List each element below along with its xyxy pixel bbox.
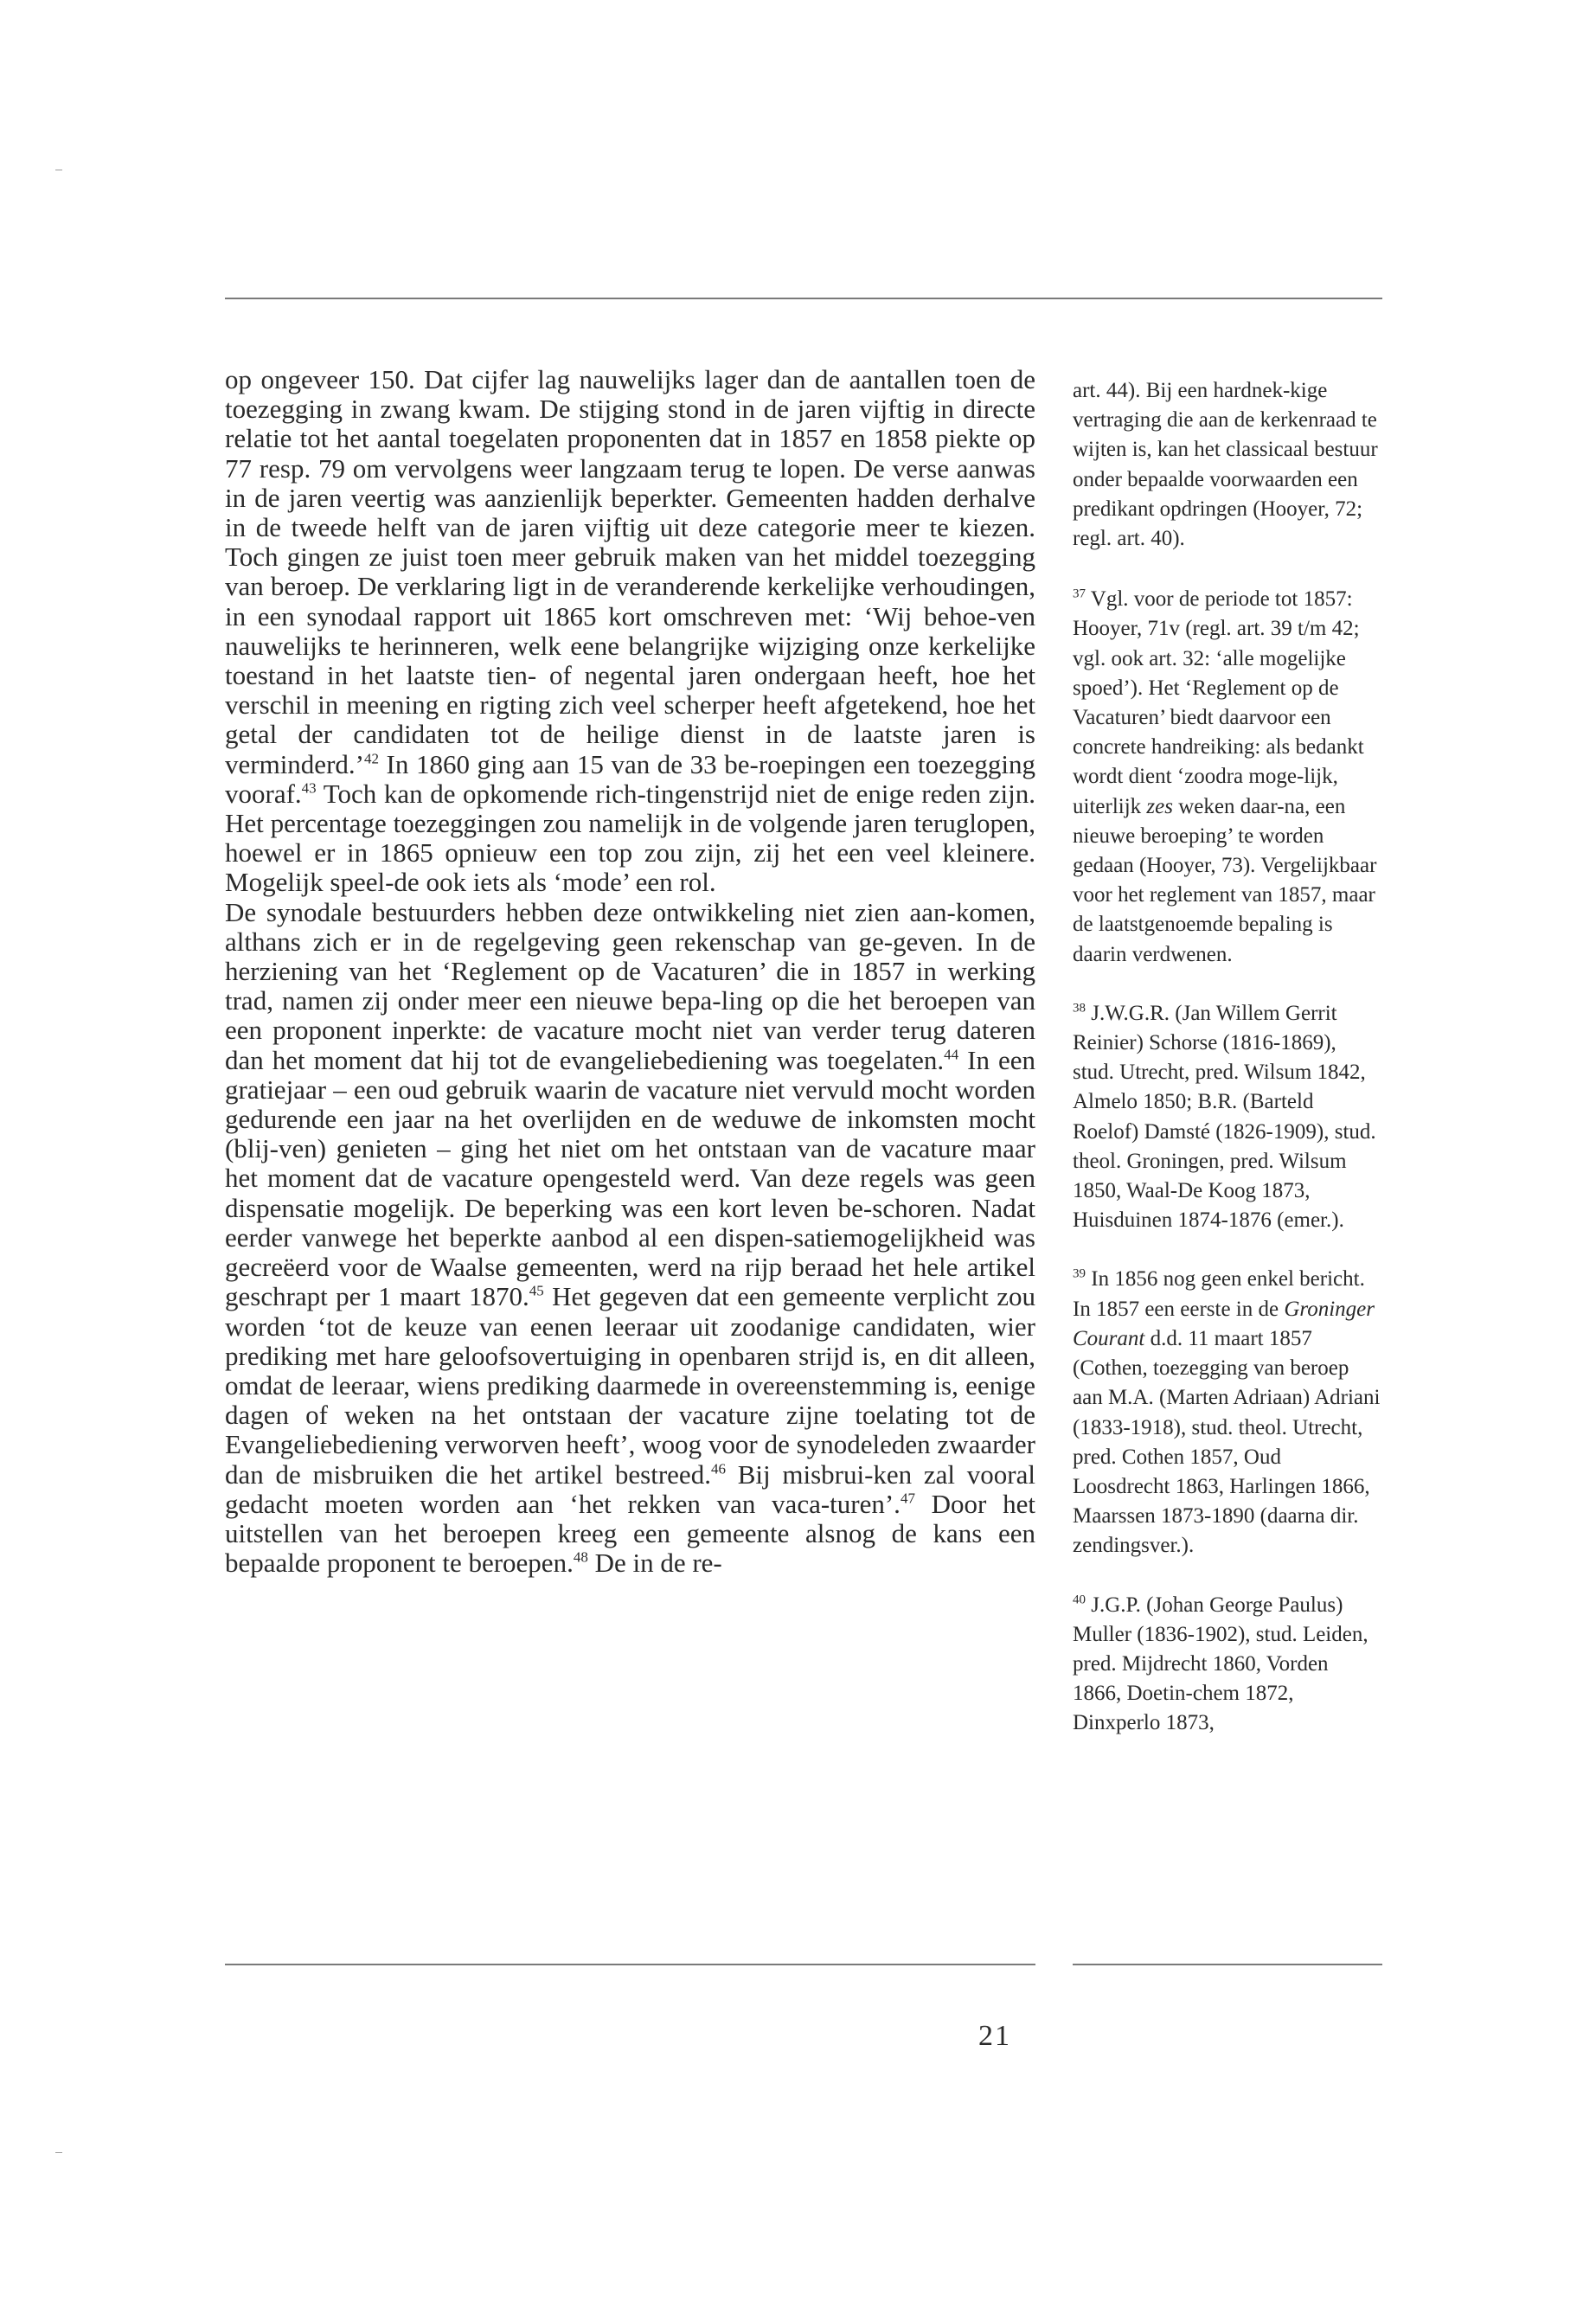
footnote-reference: 48 [573, 1548, 588, 1566]
footnote-number: 37 [1073, 586, 1086, 601]
text-run: In 1860 ging aan 15 van de 33 be-roepingen een toezegging vooraf. [225, 748, 1035, 809]
footnote [1073, 585, 1382, 970]
text-run: In een gratiejaar – een oud gebruik waarin de vacature niet vervuld mocht worden gedurende een jaar na het overlijden en de weduwe de inkomsten mocht (blij-ven) genieten – ging het niet om het ontstaan van de vacature maar het moment dat de vacature opengesteld werd. Van deze regels was geen dispensatie mogelijk. De beperking was een kort leven be-schoren. Nadat eerder vanwege het beperkte aanbod al een dispen-satiemogelijkheid was gecreëerd voor de Waalse gemeenten, werd na rijp beraad het hele artikel geschrapt per 1 maart 1870. [225, 1044, 1035, 1312]
footnote [1073, 999, 1382, 1236]
body-paragraph [225, 365, 1035, 898]
text-run: J.W.G.R. (Jan Willem Gerrit Reinier) Schorse (1816-1869), stud. Utrecht, pred. Wilsum 1842, Almelo 1850; B.R. (Barteld Roelof) Damsté (1826-1909), stud. theol. Groningen, pred. Wilsum 1850, Waal-De Koog 1873, Huisduinen 1874-1876 (emer.). [1073, 1001, 1376, 1233]
footnote-number: 38 [1073, 1001, 1086, 1016]
text-run: d.d. 11 maart 1857 (Cothen, toezegging van beroep aan M.A. (Marten Adriaan) Adriani (1833-1918), stud. theol. Utrecht, pred. Cothen 1857, Oud Loosdrecht 1863, Harlingen 1866, Maarssen 1873-1890 (daarna dir. zendingsver.). [1073, 1326, 1381, 1558]
text-run: Door het uitstellen van het beroepen kreeg een gemeente alsnog de kans een bepaalde proponent te beroepen. [225, 1488, 1035, 1579]
footer-rule-notes [1073, 1964, 1382, 1965]
text-run: Bij misbrui-ken zal vooral gedacht moeten worden aan ‘het rekken van vaca-turen’. [225, 1458, 1035, 1519]
text-run: Vgl. voor de periode tot 1857: Hooyer, 71v (regl. art. 39 t/m 42; vgl. ook art. 32: ‘alle mogelijke spoed’). Het ‘Reglement op de Vacaturen’ biedt daarvoor een concrete handreiking: als bedankt wordt dient ‘zoodra moge-lijk, uiterlijk [1073, 587, 1364, 818]
crop-mark-bottom-left [55, 2152, 62, 2153]
footnotes-column [1073, 376, 1382, 1768]
text-run: J.G.P. (Johan George Paulus) Muller (1836-1902), stud. Leiden, pred. Mijdrecht 1860, Vorden 1866, Doetin-chem 1872, Dinxperlo 1873, [1073, 1593, 1368, 1735]
footnote-reference: 43 [301, 779, 317, 797]
footnote [1073, 1265, 1382, 1561]
text-run: weken daar-na, een nieuwe beroeping’ te worden gedaan (Hooyer, 73). Vergelijkbaar voor het reglement van 1857, maar de laatstgenoemde bepaling is daarin verdwenen. [1073, 794, 1377, 966]
body-paragraph [225, 898, 1035, 1579]
footnote [1073, 376, 1382, 554]
text-run: art. 44). Bij een hardnek-kige vertraging die aan de kerkenraad te wijten is, kan het classicaal bestuur onder bepaalde voorwaarden een predikant opdringen (Hooyer, 72; regl. art. 40). [1073, 379, 1378, 551]
text-run: Het gegeven dat een gemeente verplicht zou worden ‘tot de keuze van eenen leeraar uit zoodanige candidaten, wier prediking met hare geloofsovertuiging in openbaren strijd is, en dit alleen, omdat de leeraar, wiens prediking daarmede in overeenstemming is, eenige dagen of weken na het ontstaan der vacature zijne toelating tot de Evangeliebediening verworven heeft’, woog voor de synodeleden zwaarder dan de misbruiken die het artikel bestreed. [225, 1281, 1035, 1490]
text-run: Toch kan de opkomende rich-tingenstrijd niet de enige reden zijn. Het percentage toezeggingen zou namelijk in de volgende jaren teruglopen, hoewel er in 1865 opnieuw een top zou zijn, zij het een veel kleinere. Mogelijk speel-de ook iets als ‘mode’ een rol. [225, 778, 1035, 898]
footnote-number: 40 [1073, 1593, 1086, 1607]
text-run: De in de re- [587, 1548, 722, 1579]
footnote-reference: 45 [529, 1282, 544, 1299]
text-run: In 1856 nog geen enkel bericht. In 1857 een eerste in de [1073, 1267, 1365, 1321]
page-number: 21 [978, 2020, 1011, 2052]
footnote [1073, 1591, 1382, 1739]
footnote-reference: 42 [363, 750, 379, 767]
italic-text: zes [1146, 794, 1173, 818]
footnote-reference: 44 [944, 1046, 959, 1063]
header-rule [225, 298, 1382, 299]
italic-text: Groninger Courant [1073, 1297, 1375, 1350]
footnote-reference: 46 [710, 1460, 726, 1477]
text-run: De synodale bestuurders hebben deze ontwikkeling niet zien aan-komen, althans zich er in de regelgeving geen rekenschap van ge-geven. In de herziening van het ‘Reglement op de Vacaturen’ die in 1857 in werking trad, namen zij onder meer een nieuwe bepa-ling op die het beroepen van een proponent inperkte: de vacature mocht niet van verder terug dateren dan het moment dat hij tot de evangeliebediening was toegelaten. [225, 896, 1035, 1075]
text-run: op ongeveer 150. Dat cijfer lag nauwelijks lager dan de aantallen toen de toezegging in zwang kwam. De stijging stond in de jaren vijftig in directe relatie tot het aantal toegelaten proponenten dat in 1857 en 1858 piekte op 77 resp. 79 om vervolgens weer langzaam terug te lopen. De verse aanwas in de jaren veertig was aanzienlijk beperkter. Gemeenten hadden derhalve in de tweede helft van de jaren vijftig uit deze categorie meer te kiezen. Toch gingen ze juist toen meer gebruik maken van het middel toezegging van beroep. De verklaring ligt in de veranderende kerkelijke verhoudingen, in een synodaal rapport uit 1865 kort omschreven met: ‘Wij behoe-ven nauwelijks te herinneren, welk eene belangrijke wijziging onze kerkelijke toestand in het laatste tien- of negental jaren ondergaan heeft, hoe het verschil in meening en rigting zich veel scherper heeft afgetekend, hoe het getal der candidaten tot de heilige dienst in de laatste jaren is verminderd.’ [225, 364, 1035, 779]
footnote-number: 39 [1073, 1267, 1086, 1282]
main-text-column [225, 365, 1035, 1578]
footer-rule-main [225, 1964, 1035, 1965]
footnote-reference: 47 [900, 1490, 915, 1507]
